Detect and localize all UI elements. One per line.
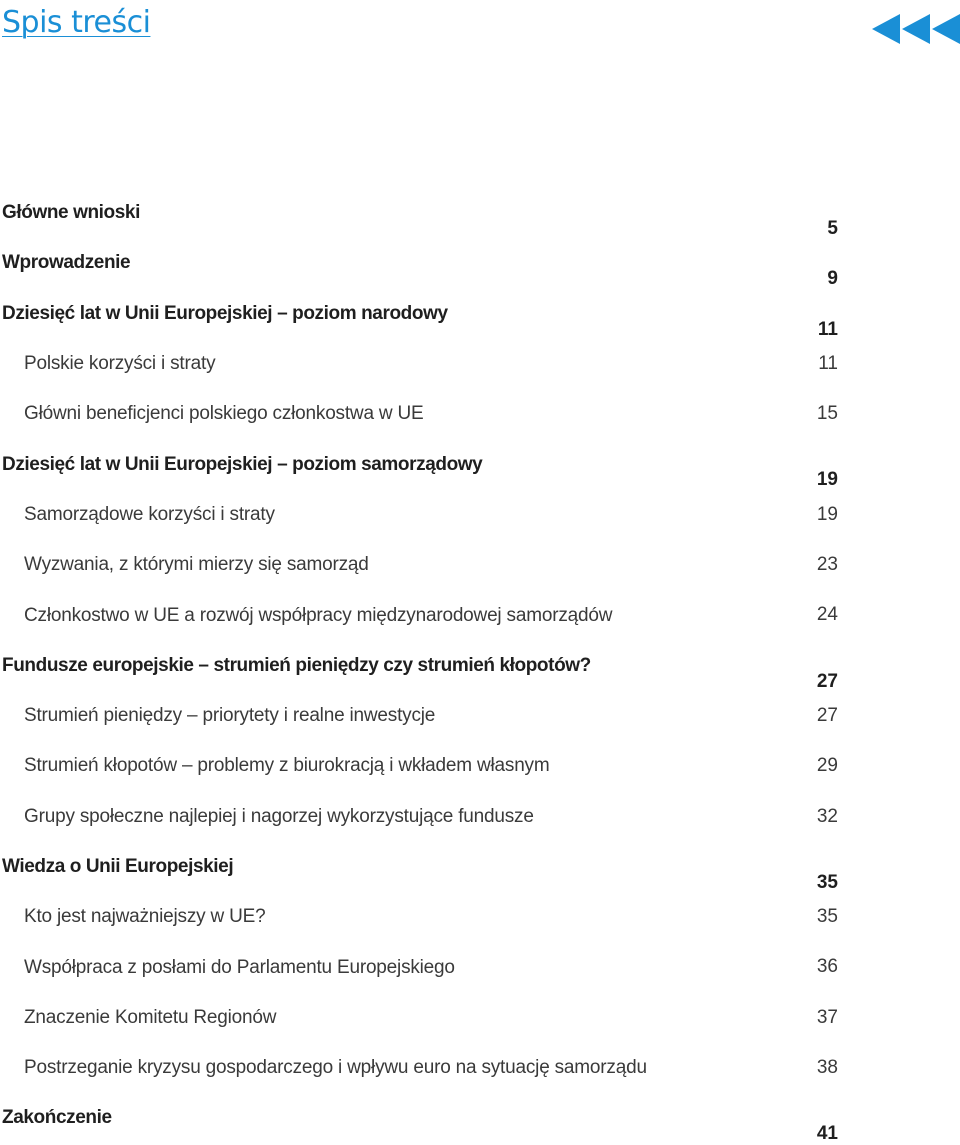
toc-entry-title[interactable]: Zakończenie: [2, 1107, 112, 1129]
toc-page-number[interactable]: 32: [816, 805, 838, 827]
toc-entry-title[interactable]: Wiedza o Unii Europejskiej: [2, 856, 234, 877]
toc-chapter[interactable]: [0, 842, 960, 892]
toc-section[interactable]: [0, 490, 960, 540]
toc-page-number[interactable]: 19: [816, 503, 838, 525]
toc-section[interactable]: [0, 892, 960, 942]
toc-page-number[interactable]: 19: [816, 469, 838, 491]
toc-page-number[interactable]: 38: [816, 1057, 838, 1079]
toc-section[interactable]: [0, 792, 960, 842]
toc-section[interactable]: [0, 339, 960, 389]
toc-chapter[interactable]: [0, 439, 960, 489]
toc-entry-title[interactable]: Fundusze europejskie – strumień pieniędzy czy strumień kłopotów?: [2, 654, 591, 676]
toc-entry-title[interactable]: Znaczenie Komitetu Regionów: [24, 1006, 277, 1028]
toc-page-number[interactable]: 37: [816, 1006, 838, 1028]
toc-entry-title[interactable]: Samorządowe korzyści i straty: [24, 503, 275, 525]
toc-chapter[interactable]: [0, 289, 960, 339]
toc-page-number[interactable]: 11: [818, 352, 838, 374]
toc-entry-title[interactable]: Dziesięć lat w Unii Europejskiej – poziom samorządowy: [2, 453, 483, 475]
page-title[interactable]: Spis treści: [2, 5, 151, 40]
toc-page-number[interactable]: 27: [816, 704, 838, 726]
arrow-left-3: [932, 14, 960, 44]
table-of-contents: [0, 188, 960, 1144]
toc-entry-title[interactable]: Współpraca z posłami do Parlamentu Europejskiego: [24, 956, 455, 978]
toc-page-number[interactable]: 15: [816, 403, 838, 425]
arrow-left-2: [902, 14, 930, 44]
toc-section[interactable]: [0, 1043, 960, 1093]
arrow-left-1: [872, 14, 900, 44]
toc-page-number[interactable]: 11: [817, 318, 838, 340]
toc-entry-title[interactable]: Główni beneficjenci polskiego członkostwa w UE: [24, 403, 424, 425]
toc-section[interactable]: [0, 741, 960, 791]
toc-entry-title[interactable]: Członkostwo w UE a rozwój współpracy międzynarodowej samorządów: [24, 604, 613, 626]
toc-entry-title[interactable]: Dziesięć lat w Unii Europejskiej – poziom narodowy: [2, 302, 448, 324]
toc-section[interactable]: [0, 691, 960, 741]
toc-entry-title[interactable]: Wprowadzenie: [2, 252, 131, 274]
toc-page-number[interactable]: 35: [816, 906, 838, 928]
toc-entry-title[interactable]: Grupy społeczne najlepiej i nagorzej wykorzystujące fundusze: [24, 805, 534, 827]
toc-chapter[interactable]: [0, 641, 960, 691]
toc-chapter[interactable]: [0, 238, 960, 288]
toc-page-number[interactable]: 5: [827, 218, 838, 239]
toc-page-number[interactable]: 23: [816, 554, 838, 576]
toc-page-number[interactable]: 27: [816, 670, 838, 692]
toc-entry-title[interactable]: Postrzeganie kryzysu gospodarczego i wpływu euro na sytuację samorządu: [24, 1057, 647, 1079]
toc-entry-title[interactable]: Polskie korzyści i straty: [24, 353, 216, 375]
toc-page-number[interactable]: 36: [816, 956, 838, 978]
rewind-arrows-icon[interactable]: [872, 14, 960, 44]
toc-chapter[interactable]: [0, 188, 960, 238]
toc-page-number[interactable]: 41: [816, 1123, 838, 1145]
toc-entry-title[interactable]: Strumień kłopotów – problemy z biurokracją i wkładem własnym: [24, 755, 550, 777]
toc-section[interactable]: [0, 942, 960, 992]
toc-section[interactable]: [0, 389, 960, 439]
toc-section[interactable]: [0, 993, 960, 1043]
toc-section[interactable]: [0, 540, 960, 590]
toc-page-number[interactable]: 9: [827, 268, 838, 290]
toc-entry-title[interactable]: Kto jest najważniejszy w UE?: [24, 906, 266, 928]
toc-entry-title[interactable]: Główne wnioski: [2, 202, 140, 224]
toc-entry-title[interactable]: Strumień pieniędzy – priorytety i realne inwestycje: [24, 705, 436, 727]
toc-section[interactable]: [0, 590, 960, 640]
toc-entry-title[interactable]: Wyzwania, z którymi mierzy się samorząd: [24, 554, 369, 576]
toc-page-number[interactable]: 24: [816, 604, 838, 626]
toc-page-number[interactable]: 35: [816, 871, 838, 893]
toc-chapter[interactable]: [0, 1093, 960, 1143]
toc-page-number[interactable]: 29: [816, 755, 838, 777]
